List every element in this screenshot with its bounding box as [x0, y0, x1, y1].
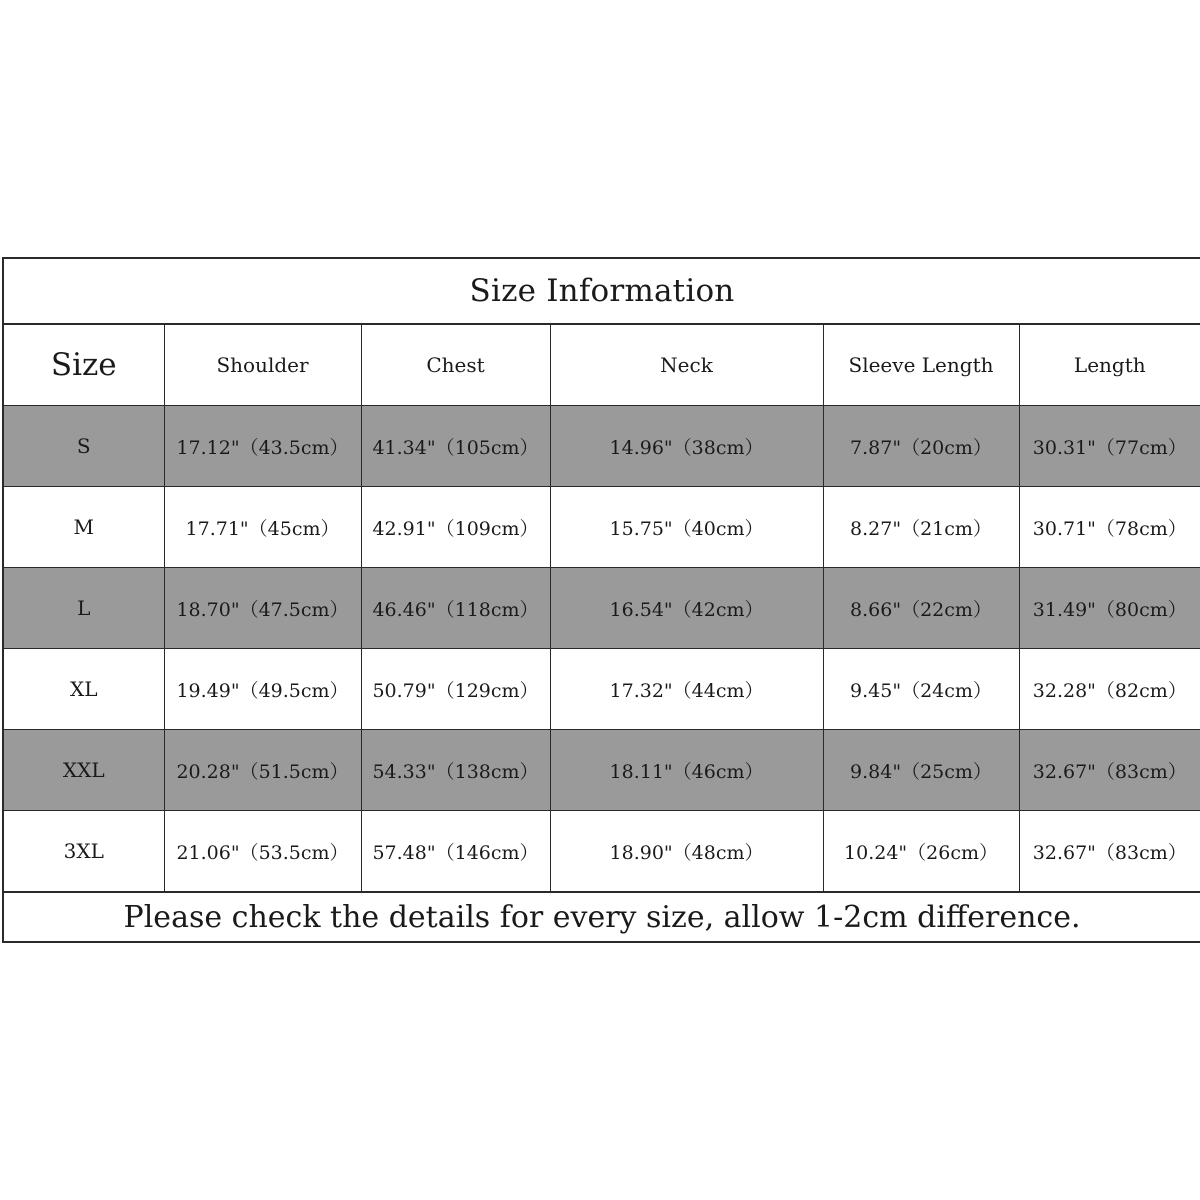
table-row [3, 406, 1200, 487]
size-note: Please check the details for every size, allow 1-2cm difference. [3, 892, 1200, 942]
note-row [3, 892, 1200, 942]
header-sleeve-length: Sleeve Length [823, 324, 1019, 406]
chest-cell: 42.91"（109cm） [361, 487, 550, 568]
shoulder-cell: 19.49"（49.5cm） [164, 649, 361, 730]
size-label: S [3, 406, 164, 487]
neck-cell: 18.90"（48cm） [550, 811, 823, 893]
length-cell: 32.67"（83cm） [1019, 730, 1200, 811]
header-neck: Neck [550, 324, 823, 406]
header-length: Length [1019, 324, 1200, 406]
table-row [3, 568, 1200, 649]
length-cell: 30.71"（78cm） [1019, 487, 1200, 568]
header-shoulder: Shoulder [164, 324, 361, 406]
sleeve-length-cell: 9.45"（24cm） [823, 649, 1019, 730]
title-row [3, 258, 1200, 324]
shoulder-cell: 17.12"（43.5cm） [164, 406, 361, 487]
table-row [3, 811, 1200, 893]
header-size: Size [3, 324, 164, 406]
shoulder-cell: 18.70"（47.5cm） [164, 568, 361, 649]
table-row [3, 487, 1200, 568]
neck-cell: 18.11"（46cm） [550, 730, 823, 811]
header-row [3, 324, 1200, 406]
size-label: M [3, 487, 164, 568]
neck-cell: 14.96"（38cm） [550, 406, 823, 487]
chart-title: Size Information [3, 258, 1200, 324]
sleeve-length-cell: 10.24"（26cm） [823, 811, 1019, 893]
sleeve-length-cell: 7.87"（20cm） [823, 406, 1019, 487]
neck-cell: 17.32"（44cm） [550, 649, 823, 730]
size-label: 3XL [3, 811, 164, 893]
chest-cell: 54.33"（138cm） [361, 730, 550, 811]
table-row [3, 730, 1200, 811]
length-cell: 30.31"（77cm） [1019, 406, 1200, 487]
chest-cell: 41.34"（105cm） [361, 406, 550, 487]
chest-cell: 50.79"（129cm） [361, 649, 550, 730]
length-cell: 32.67"（83cm） [1019, 811, 1200, 893]
shoulder-cell: 20.28"（51.5cm） [164, 730, 361, 811]
sleeve-length-cell: 8.66"（22cm） [823, 568, 1019, 649]
length-cell: 31.49"（80cm） [1019, 568, 1200, 649]
chest-cell: 57.48"（146cm） [361, 811, 550, 893]
table-row [3, 649, 1200, 730]
shoulder-cell: 17.71"（45cm） [164, 487, 361, 568]
header-chest: Chest [361, 324, 550, 406]
size-label: XXL [3, 730, 164, 811]
shoulder-cell: 21.06"（53.5cm） [164, 811, 361, 893]
neck-cell: 16.54"（42cm） [550, 568, 823, 649]
size-chart-table [2, 257, 1200, 943]
chest-cell: 46.46"（118cm） [361, 568, 550, 649]
size-label: L [3, 568, 164, 649]
neck-cell: 15.75"（40cm） [550, 487, 823, 568]
length-cell: 32.28"（82cm） [1019, 649, 1200, 730]
sleeve-length-cell: 9.84"（25cm） [823, 730, 1019, 811]
sleeve-length-cell: 8.27"（21cm） [823, 487, 1019, 568]
size-label: XL [3, 649, 164, 730]
